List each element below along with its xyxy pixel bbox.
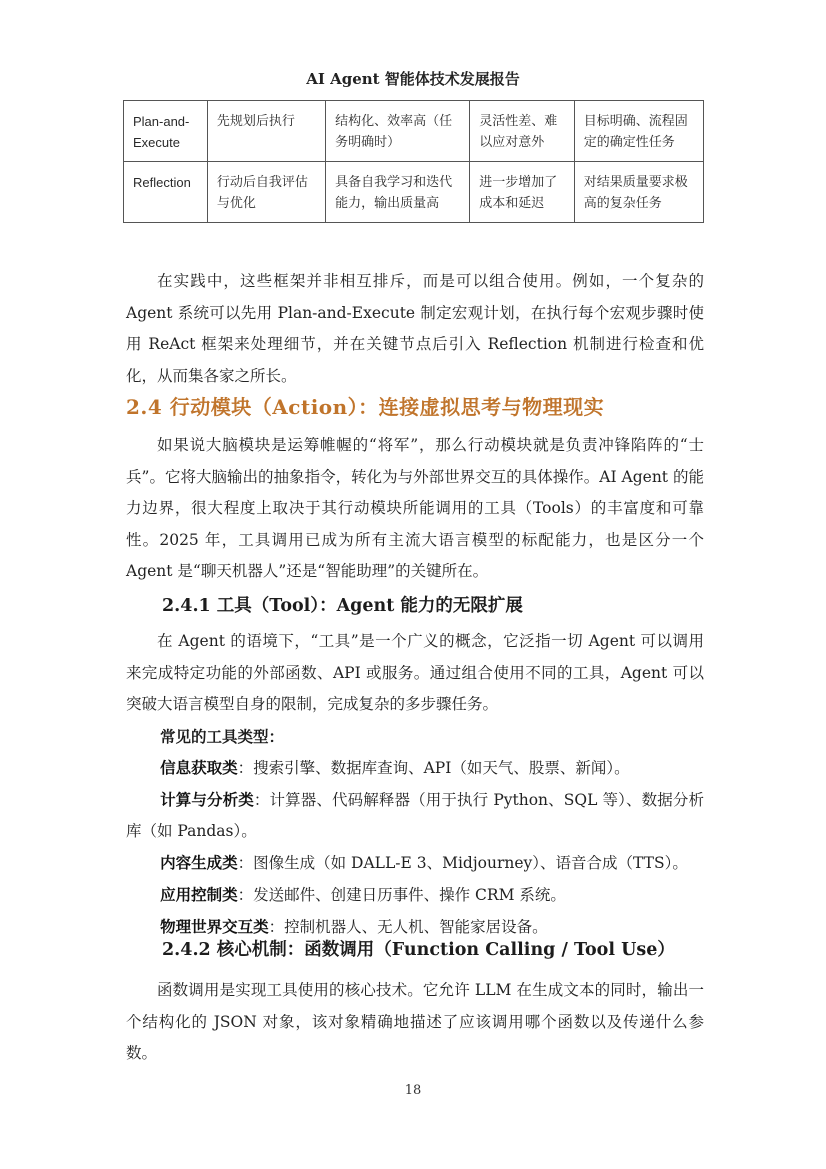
tool-type-text: ：发送邮件、创建日历事件、操作 CRM 系统。 (237, 885, 566, 904)
table-row (124, 162, 704, 223)
subsection-heading: 2.4.2 核心机制：函数调用（Function Calling / Tool Use） (162, 940, 675, 960)
subsection-2-4-2-body (126, 975, 704, 1070)
table-cell: Plan-and-Execute (124, 101, 208, 162)
table-cell: 结构化、效率高（任务明确时） (326, 101, 470, 162)
table-cell: 对结果质量要求极高的复杂任务 (574, 162, 703, 223)
tool-type-item (126, 752, 704, 784)
section-paragraph: 如果说大脑模块是运筹帷幄的“将军”，那么行动模块就是负责冲锋陷阵的“士兵”。它将大脑输出的抽象指令，转化为与外部世界交互的具体操作。AI Agent 的能力边界，很大程度上取决于其行动模块所能调用的工具（Tools）的丰富度和可靠性。2025 年，工具调用已成为所有主流大语言模型的标配能力，也是区分一个 Agent 是“聊天机器人”还是“智能助理”的关键所在。 (126, 436, 704, 580)
table-cell: 进一步增加了成本和延迟 (470, 162, 574, 223)
tool-type-text: ：计算器、代码解释器（用于执行 Python、SQL 等）、数据分析库（如 Pandas）。 (126, 790, 704, 840)
tool-type-label: 信息获取类 (160, 757, 238, 777)
tool-type-item (126, 847, 704, 879)
intro-block (126, 266, 704, 392)
tool-type-text: ：控制机器人、无人机、智能家居设备。 (268, 917, 548, 936)
tool-type-label: 物理世界交互类 (160, 916, 269, 936)
subsection-2-4-1 (126, 592, 704, 617)
section-2-4 (126, 391, 704, 420)
table-cell: 具备自我学习和迭代能力，输出质量高 (326, 162, 470, 223)
intro-paragraph: 在实践中，这些框架并非相互排斥，而是可以组合使用。例如，一个复杂的 Agent 系统可以先用 Plan-and-Execute 制定宏观计划，在执行每个宏观步骤时使用 ReAct 框架来处理细节，并在关键节点后引入 Reflection 机制进行检查和优化，从而集各家之所长。 (126, 272, 704, 385)
table-cell: 行动后自我评估与优化 (207, 162, 325, 223)
section-2-4-body (126, 430, 704, 588)
page-number: 18 (404, 1083, 422, 1098)
tool-types-heading: 常见的工具类型： (160, 726, 285, 746)
subsection-2-4-1-body (126, 626, 704, 943)
tool-type-item (126, 784, 704, 847)
tool-type-item (126, 879, 704, 911)
subsection-2-4-2 (126, 936, 704, 961)
table-cell: 目标明确、流程固定的确定性任务 (574, 101, 703, 162)
tool-type-label: 内容生成类 (160, 852, 238, 872)
tool-type-label: 应用控制类 (160, 884, 238, 904)
subsection-heading: 2.4.1 工具（Tool）：Agent 能力的无限扩展 (162, 596, 523, 616)
table-row (124, 101, 704, 162)
tool-type-text: ：搜索引擎、数据库查询、API（如天气、股票、新闻）。 (237, 758, 630, 777)
framework-comparison-table (123, 100, 704, 223)
table-cell: 先规划后执行 (207, 101, 325, 162)
subsection-paragraph: 在 Agent 的语境下，“工具”是一个广义的概念，它泛指一切 Agent 可以调用来完成特定功能的外部函数、API 或服务。通过组合使用不同的工具，Agent 可以突破大语言模型自身的限制，完成复杂的多步骤任务。 (126, 632, 704, 713)
tool-type-label: 计算与分析类 (160, 789, 254, 809)
subsection-paragraph: 函数调用是实现工具使用的核心技术。它允许 LLM 在生成文本的同时，输出一个结构化的 JSON 对象，该对象精确地描述了应该调用哪个函数以及传递什么参数。 (126, 981, 704, 1062)
tool-type-text: ：图像生成（如 DALL-E 3、Midjourney）、语音合成（TTS）。 (237, 853, 688, 872)
table-cell: Reflection (124, 162, 208, 223)
table-cell: 灵活性差、难以应对意外 (470, 101, 574, 162)
running-header: AI Agent 智能体技术发展报告 (306, 70, 520, 88)
section-heading: 2.4 行动模块（Action）：连接虚拟思考与物理现实 (126, 395, 605, 419)
